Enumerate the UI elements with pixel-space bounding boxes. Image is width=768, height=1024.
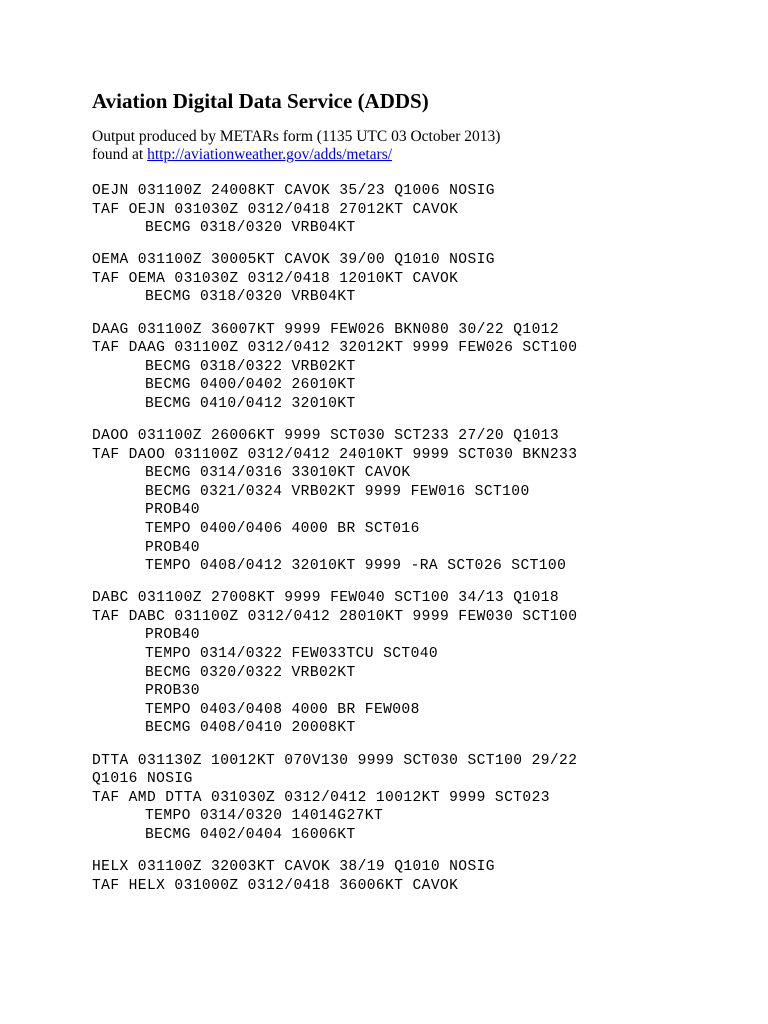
- report-line: TAF HELX 031000Z 0312/0418 36006KT CAVOK: [92, 877, 459, 894]
- station-report-block: [92, 251, 732, 307]
- forecast-change-line: PROB40: [145, 627, 200, 644]
- report-line: OEJN 031100Z 24008KT CAVOK 35/23 Q1006 NOSIG: [92, 183, 495, 199]
- forecast-change-line: BECMG 0410/0412 32010KT: [145, 395, 356, 412]
- report-line: DABC 031100Z 27008KT 9999 FEW040 SCT100 34/13 Q1018: [92, 590, 560, 607]
- forecast-change-line: TEMPO 0403/0408 4000 BR FEW008: [145, 701, 420, 718]
- station-report-block: [92, 321, 732, 414]
- forecast-change-line: BECMG 0314/0316 33010KT CAVOK: [145, 465, 411, 482]
- report-line: DAAG 031100Z 36007KT 9999 FEW026 BKN080 30/22 Q1012: [92, 321, 560, 338]
- station-report-block: [92, 858, 732, 895]
- report-line: TAF OEMA 031030Z 0312/0418 12010KT CAVOK: [92, 270, 459, 287]
- forecast-change-line: TEMPO 0314/0320 14014G27KT: [145, 808, 384, 825]
- report-line: TAF DAAG 031100Z 0312/0412 32012KT 9999 FEW026 SCT100: [92, 340, 578, 357]
- report-line: TAF DABC 031100Z 0312/0412 28010KT 9999 FEW030 SCT100: [92, 608, 578, 625]
- document-page: [92, 86, 732, 909]
- forecast-change-line: BECMG 0408/0410 20008KT: [145, 720, 356, 737]
- report-line: Q1016 NOSIG: [92, 771, 193, 788]
- forecast-change-line: PROB30: [145, 683, 200, 700]
- forecast-change-line: PROB40: [145, 539, 200, 556]
- report-line: OEMA 031100Z 30005KT CAVOK 39/00 Q1010 NOSIG: [92, 252, 495, 269]
- report-line: DAOO 031100Z 26006KT 9999 SCT030 SCT233 27/20 Q1013: [92, 428, 560, 445]
- forecast-change-line: BECMG 0402/0404 16006KT: [145, 826, 356, 843]
- station-report-block: [92, 589, 732, 738]
- metar-taf-reports: [92, 182, 732, 895]
- station-report-block: [92, 752, 732, 845]
- report-line: TAF DAOO 031100Z 0312/0412 24010KT 9999 SCT030 BKN233: [92, 446, 578, 463]
- forecast-change-line: TEMPO 0400/0406 4000 BR SCT016: [145, 521, 420, 537]
- intro-source-line: [92, 146, 732, 164]
- forecast-change-line: BECMG 0320/0322 VRB02KT: [145, 664, 356, 681]
- page-title: Aviation Digital Data Service (ADDS): [92, 89, 429, 113]
- report-line: DTTA 031130Z 10012KT 070V130 9999 SCT030 SCT100 29/22: [92, 752, 578, 769]
- forecast-change-line: BECMG 0318/0320 VRB04KT: [145, 220, 356, 237]
- found-at-label: found at: [92, 146, 148, 163]
- intro-line: Output produced by METARs form (1135 UTC 03 October 2013): [92, 128, 501, 145]
- forecast-change-line: BECMG 0318/0320 VRB04KT: [145, 289, 356, 306]
- report-line: TAF AMD DTTA 031030Z 0312/0412 10012KT 9999 SCT023: [92, 789, 550, 806]
- adds-metars-link[interactable]: http://aviationweather.gov/adds/metars/: [147, 146, 393, 163]
- intro-text: [92, 128, 732, 164]
- forecast-change-line: BECMG 0400/0402 26010KT: [145, 377, 356, 394]
- station-report-block: [92, 427, 732, 576]
- forecast-change-line: BECMG 0321/0324 VRB02KT 9999 FEW016 SCT100: [145, 483, 530, 500]
- station-report-block: [92, 182, 732, 238]
- report-line: TAF OEJN 031030Z 0312/0418 27012KT CAVOK: [92, 201, 459, 218]
- forecast-change-line: TEMPO 0408/0412 32010KT 9999 -RA SCT026 SCT100: [145, 558, 567, 575]
- forecast-change-line: BECMG 0318/0322 VRB02KT: [145, 358, 356, 375]
- report-line: HELX 031100Z 32003KT CAVOK 38/19 Q1010 NOSIG: [92, 859, 495, 875]
- forecast-change-line: PROB40: [145, 502, 200, 519]
- forecast-change-line: TEMPO 0314/0322 FEW033TCU SCT040: [145, 646, 439, 663]
